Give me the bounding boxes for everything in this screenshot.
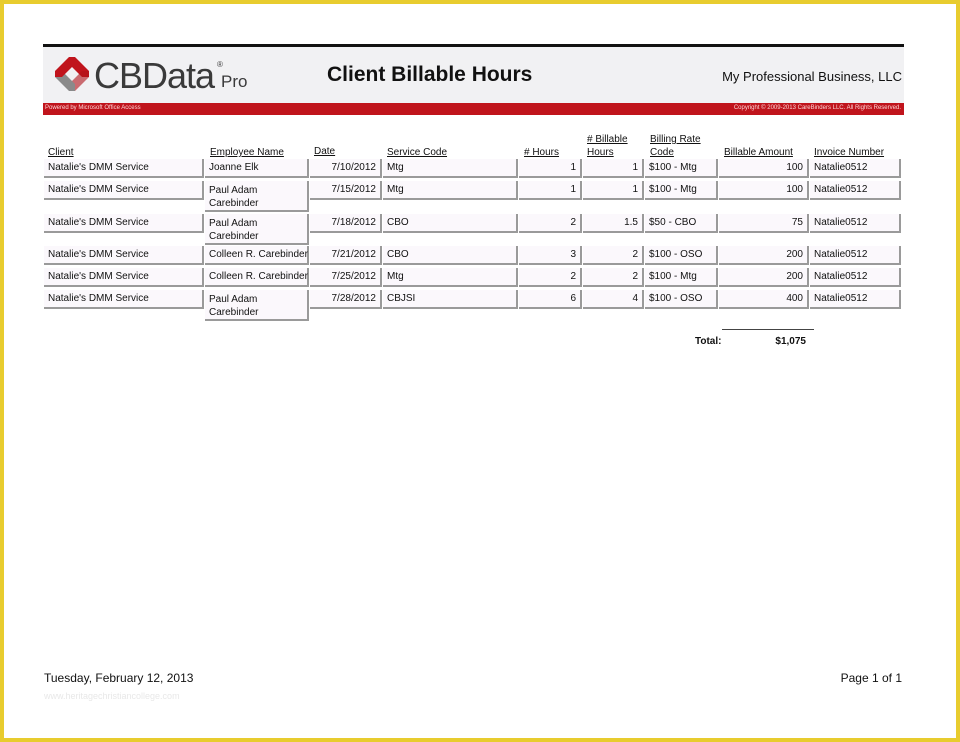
- table-cell-invoice-number: Natalie0512: [810, 246, 901, 265]
- table-cell-date: 7/10/2012: [310, 159, 382, 178]
- table-cell-hours: 2: [519, 268, 582, 287]
- table-cell-billable-amount: 100: [719, 181, 809, 200]
- table-cell-employee: Paul Adam Carebinder: [205, 181, 309, 212]
- col-header-billing-rate-line1: Billing Rate: [650, 134, 701, 145]
- table-cell-date: 7/18/2012: [310, 214, 382, 233]
- brand-suffix: Pro: [221, 72, 248, 91]
- col-header-billing-rate-code: [650, 133, 701, 159]
- table-cell-billing-rate: $100 - OSO: [645, 290, 718, 309]
- table-cell-employee: Paul Adam Carebinder: [205, 290, 309, 321]
- table-cell-hours: 2: [519, 214, 582, 233]
- table-cell-hours: 3: [519, 246, 582, 265]
- table-cell-hours: 1: [519, 181, 582, 200]
- table-cell-billing-rate: $100 - Mtg: [645, 181, 718, 200]
- brand-logo: [52, 54, 252, 96]
- table-cell-billing-rate: $100 - Mtg: [645, 159, 718, 178]
- col-header-employee: Employee Name: [210, 147, 284, 158]
- header-red-bar: [43, 103, 904, 115]
- table-cell-date: 7/15/2012: [310, 181, 382, 200]
- table-cell-employee: Colleen R. Carebinder: [205, 268, 309, 287]
- table-cell-billable-amount: 400: [719, 290, 809, 309]
- col-header-service-code: Service Code: [387, 147, 448, 158]
- col-header-billable-hours-line2: Hours: [587, 147, 614, 158]
- col-header-billing-rate-line2: Code: [650, 147, 674, 158]
- col-header-invoice-number: Invoice Number: [814, 147, 885, 158]
- table-cell-service-code: CBJSI: [383, 290, 518, 309]
- total-label: Total:: [695, 336, 722, 347]
- table-cell-hours: 6: [519, 290, 582, 309]
- table-cell-billable-hours: 2: [583, 246, 644, 265]
- watermark-text: www.heritagechristiancollege.com: [44, 691, 180, 701]
- table-cell-billable-amount: 100: [719, 159, 809, 178]
- table-cell-billable-hours: 1: [583, 181, 644, 200]
- col-header-hours: # Hours: [524, 147, 560, 158]
- table-cell-client: Natalie's DMM Service: [44, 290, 204, 309]
- table-cell-billing-rate: $100 - OSO: [645, 246, 718, 265]
- total-rule: [722, 329, 814, 330]
- table-cell-employee: Colleen R. Carebinder: [205, 246, 309, 265]
- col-header-billable-hours-line1: # Billable: [587, 134, 628, 145]
- col-header-date: Date: [314, 146, 336, 157]
- table-cell-billable-amount: 200: [719, 246, 809, 265]
- report-title: Client Billable Hours: [327, 63, 533, 86]
- copyright-text: Copyright © 2009-2013 CareBinders LLC. All Rights Reserved.: [733, 105, 901, 111]
- table-cell-client: Natalie's DMM Service: [44, 246, 204, 265]
- total-value: $1,075: [775, 336, 806, 347]
- table-cell-date: 7/25/2012: [310, 268, 382, 287]
- table-cell-billable-hours: 2: [583, 268, 644, 287]
- table-cell-invoice-number: Natalie0512: [810, 181, 901, 200]
- table-cell-service-code: Mtg: [383, 268, 518, 287]
- footer-date: Tuesday, February 12, 2013: [44, 671, 194, 685]
- table-cell-invoice-number: Natalie0512: [810, 214, 901, 233]
- table-cell-billing-rate: $50 - CBO: [645, 214, 718, 233]
- table-cell-client: Natalie's DMM Service: [44, 159, 204, 178]
- table-cell-client: Natalie's DMM Service: [44, 268, 204, 287]
- col-header-billable-amount: Billable Amount: [724, 147, 793, 158]
- col-header-client: Client: [48, 147, 74, 158]
- brand-registered-mark: ®: [217, 60, 223, 69]
- table-cell-invoice-number: Natalie0512: [810, 268, 901, 287]
- table-cell-hours: 1: [519, 159, 582, 178]
- table-cell-billable-hours: 1: [583, 159, 644, 178]
- table-cell-client: Natalie's DMM Service: [44, 214, 204, 233]
- table-cell-service-code: CBO: [383, 246, 518, 265]
- brand-name: CBData: [94, 55, 215, 96]
- powered-by-text: Powered by Microsoft Office Access: [45, 105, 141, 111]
- table-cell-employee: Joanne Elk: [205, 159, 309, 178]
- table-cell-service-code: Mtg: [383, 181, 518, 200]
- table-cell-client: Natalie's DMM Service: [44, 181, 204, 200]
- table-cell-invoice-number: Natalie0512: [810, 290, 901, 309]
- table-cell-invoice-number: Natalie0512: [810, 159, 901, 178]
- table-cell-billing-rate: $100 - Mtg: [645, 268, 718, 287]
- table-cell-billable-hours: 1.5: [583, 214, 644, 233]
- table-cell-employee: Paul Adam Carebinder: [205, 214, 309, 245]
- table-cell-service-code: Mtg: [383, 159, 518, 178]
- table-cell-date: 7/21/2012: [310, 246, 382, 265]
- table-cell-billable-hours: 4: [583, 290, 644, 309]
- footer-page-number: Page 1 of 1: [840, 671, 902, 685]
- col-header-billable-hours: [587, 133, 628, 159]
- table-cell-billable-amount: 75: [719, 214, 809, 233]
- table-cell-service-code: CBO: [383, 214, 518, 233]
- table-cell-date: 7/28/2012: [310, 290, 382, 309]
- table-cell-billable-amount: 200: [719, 268, 809, 287]
- business-name: My Professional Business, LLC: [722, 69, 902, 84]
- cbdata-logo-icon: [52, 54, 92, 94]
